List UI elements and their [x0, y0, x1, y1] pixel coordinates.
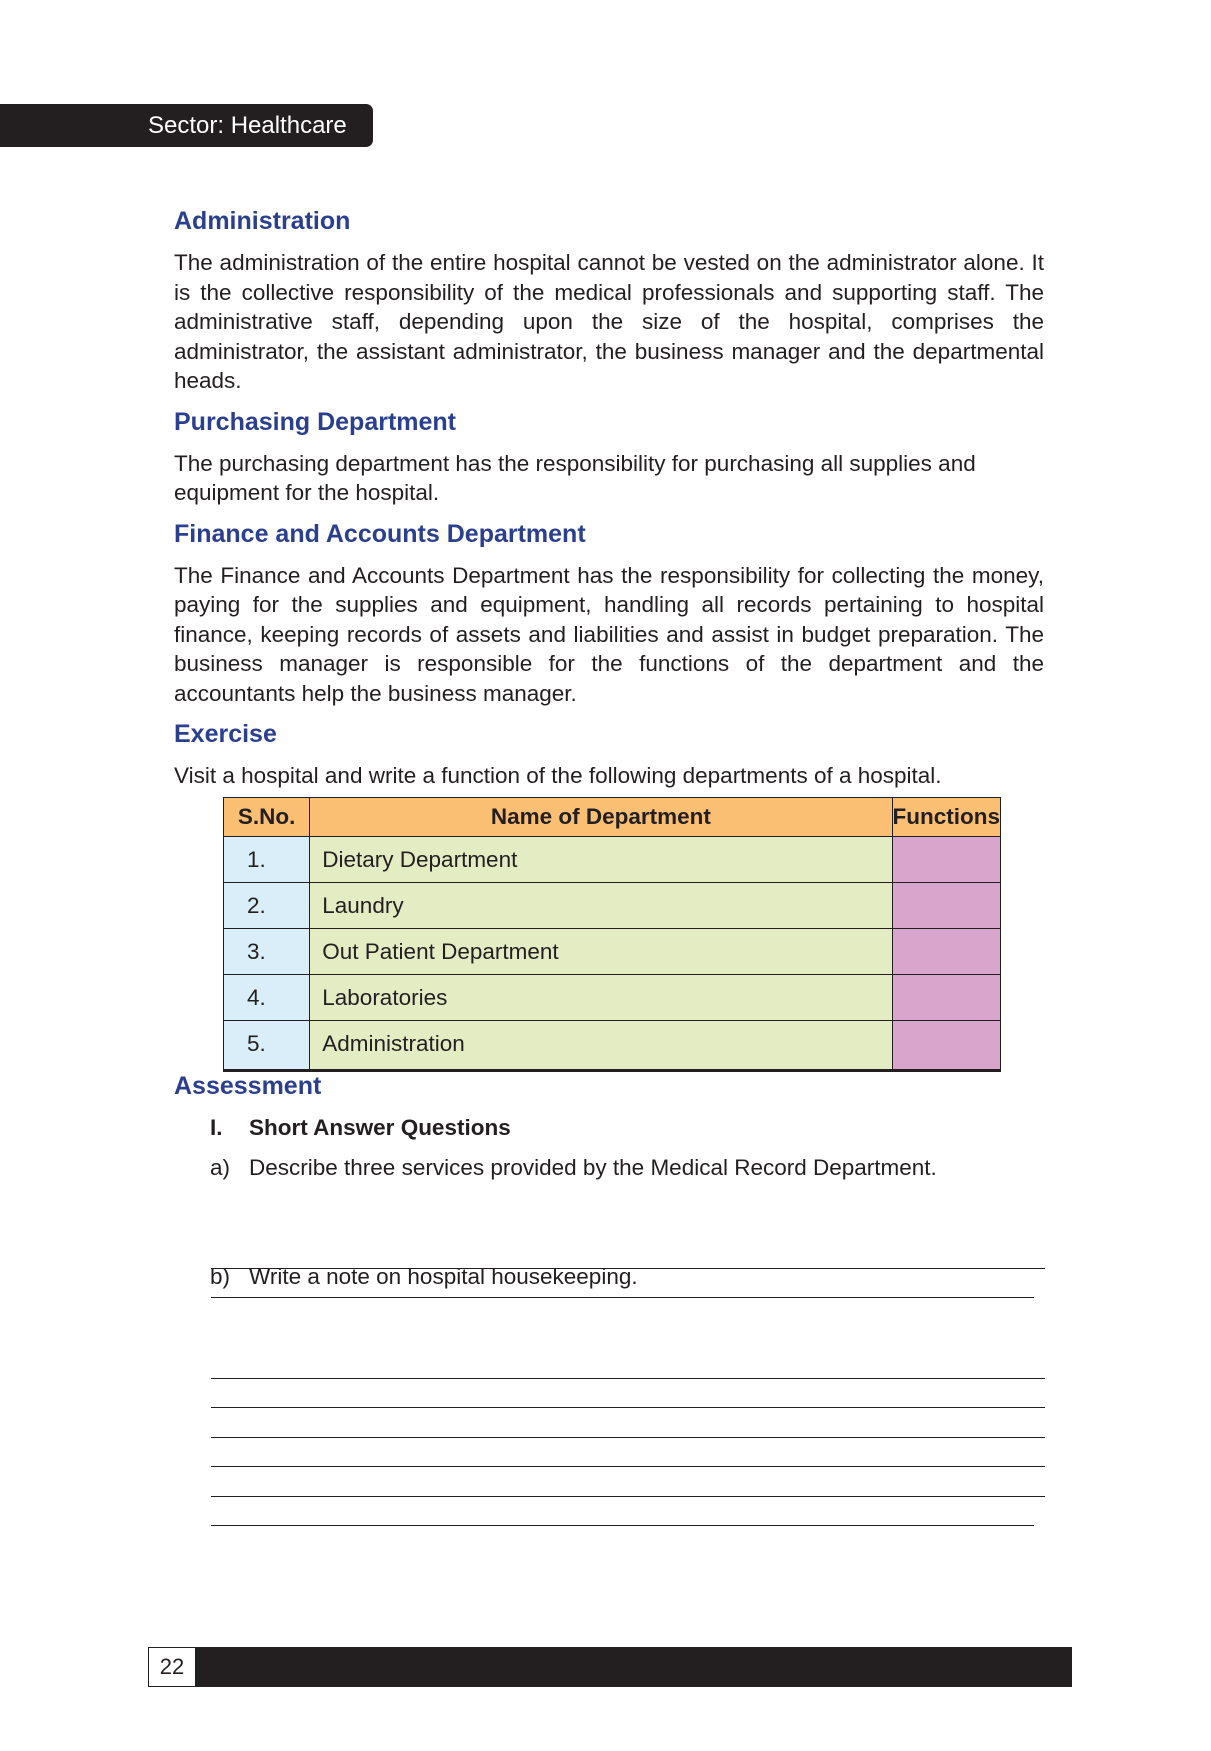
question-label: a) — [210, 1154, 231, 1180]
header-department: Name of Department — [310, 797, 892, 836]
table-row — [224, 836, 1001, 882]
row-function-cell[interactable] — [892, 882, 1001, 928]
table-header-row — [224, 797, 1001, 836]
administration-heading: Administration — [174, 207, 351, 235]
question-text: Write a note on hospital housekeeping. — [249, 1263, 638, 1289]
table-row — [224, 974, 1001, 1020]
row-function-cell[interactable] — [892, 836, 1001, 882]
header-functions: Functions — [892, 797, 1001, 836]
answer-line[interactable] — [211, 1268, 1045, 1269]
sector-label: Sector: Healthcare — [148, 111, 347, 139]
answer-line[interactable] — [211, 1378, 1045, 1379]
row-function-cell[interactable] — [892, 974, 1001, 1020]
part-number: I. — [210, 1114, 223, 1140]
finance-heading: Finance and Accounts Department — [174, 519, 586, 548]
row-department: Out Patient Department — [310, 928, 892, 974]
finance-text: The Finance and Accounts Department has the responsibility for collecting the money, paying for the supplies and equipment, handling all records pertaining to hospital finance, keeping records of assets and liabilities and assist in budget preparation. The business manager is responsible for the functions of the department and the accountants help the business manager. — [174, 562, 1044, 706]
administration-text: The administration of the entire hospital cannot be vested on the administrator alone. It is the collective responsibility of the medical professionals and supporting staff. The administrative staff, depending upon the size of the hospital, comprises the administrator, the assistant administrator, the business manager and the departmental heads. — [174, 250, 1044, 393]
answer-line[interactable] — [211, 1466, 1045, 1467]
answer-line[interactable] — [211, 1407, 1045, 1408]
answer-line[interactable] — [211, 1525, 1034, 1526]
page-number: 22 — [148, 1647, 196, 1687]
row-department: Laboratories — [310, 974, 892, 1020]
part-title: Short Answer Questions — [249, 1114, 511, 1140]
row-sno: 2. — [224, 882, 310, 928]
question-a — [210, 1155, 1044, 1181]
exercise-table — [223, 797, 1001, 1072]
assessment-heading: Assessment — [174, 1071, 322, 1100]
question-part-heading — [210, 1115, 1044, 1141]
table-row — [224, 882, 1001, 928]
sector-banner — [0, 104, 373, 147]
row-function-cell[interactable] — [892, 1020, 1001, 1070]
row-department: Administration — [310, 1020, 892, 1070]
row-sno: 4. — [224, 974, 310, 1020]
question-label: b) — [210, 1263, 231, 1289]
table-row — [224, 928, 1001, 974]
answer-line[interactable] — [211, 1496, 1045, 1497]
purchasing-heading: Purchasing Department — [174, 407, 457, 436]
page-content — [174, 207, 1044, 1290]
exercise-instruction: Visit a hospital and write a function of the following departments of a hospital. — [174, 763, 942, 788]
footer-bar — [148, 1647, 1072, 1687]
row-department: Dietary Department — [310, 836, 892, 882]
row-department: Laundry — [310, 882, 892, 928]
purchasing-text: The purchasing department has the responsibility for purchasing all supplies and equipment for the hospital. — [174, 450, 976, 505]
answer-line[interactable] — [211, 1437, 1045, 1438]
header-sno: S.No. — [224, 797, 310, 836]
answer-line[interactable] — [211, 1297, 1034, 1298]
question-text: Describe three services provided by the Medical Record Department. — [249, 1154, 937, 1180]
row-sno: 3. — [224, 928, 310, 974]
row-sno: 1. — [224, 836, 310, 882]
exercise-heading: Exercise — [174, 720, 277, 748]
table-row — [224, 1020, 1001, 1070]
row-function-cell[interactable] — [892, 928, 1001, 974]
row-sno: 5. — [224, 1020, 310, 1070]
